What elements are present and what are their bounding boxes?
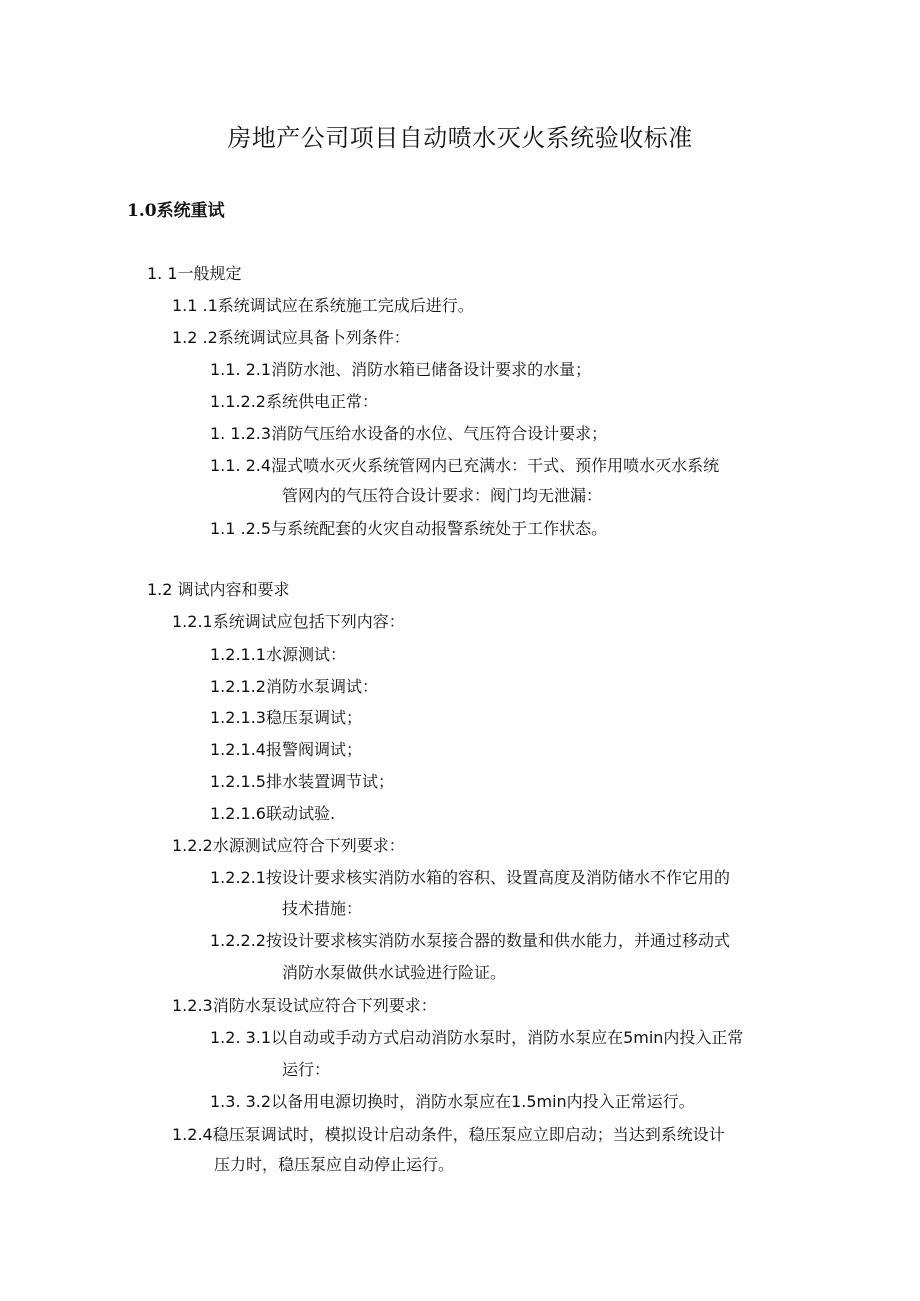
clause-line: 1.2.1.2消防水泵调试： (210, 677, 378, 696)
clause-line: 1.2.1.3稳压泵调试； (210, 708, 362, 727)
clause-line: 1.2.1系统调试应包括下列内容： (172, 612, 405, 631)
clause-line: 1.2.2.1按设计要求核实消防水箱的容积、设置高度及消防储水不作它用的 (210, 868, 730, 887)
clause-line: 1.2.1.1水源测试： (210, 645, 346, 664)
clause-line: 1.1 .2.5与系统配套的火灾自动报警系统处于工作状态。 (210, 519, 608, 538)
clause-line: 1.1 .1系统调试应在系统施工完成后进行。 (172, 296, 474, 315)
clause-line: 1.2.1.6联动试验. (210, 804, 336, 823)
clause-line: 1.1. 2.4湿式喷水灭火系统管网内已充满水：干式、预作用喷水灭水系统 (210, 456, 720, 475)
clause-line: 1.2. 3.1以自动或手动方式启动消防水泵时，消防水泵应在5min内投入正常 (210, 1028, 744, 1047)
clause-line-continuation: 压力时，稳压泵应自动停止运行。 (214, 1155, 455, 1174)
clause-line: 1.2.1.4报警阀调试； (210, 740, 362, 759)
clause-line: 1. 1.2.3消防气压给水设备的水位、气压符合设计要求； (210, 424, 608, 443)
clause-line-continuation: 技术措施： (282, 899, 363, 918)
clause-line: 1.3. 3.2以备用电源切换时，消防水泵应在1.5min内投入正常运行。 (210, 1092, 695, 1111)
clause-line: 1.2.2水源测试应符合下列要求： (172, 836, 405, 855)
clause-line-continuation: 管网内的气压符合设计要求：阀门均无泄漏： (282, 486, 603, 505)
clause-line: 1.2.4稳压泵调试时，模拟设计启动条件，稳压泵应立即启动；当达到系统设计 (172, 1125, 725, 1144)
clause-line-continuation: 运行： (282, 1060, 331, 1079)
clause-line: 1.2.1.5排水装置调节试； (210, 772, 394, 791)
clause-line-continuation: 消防水泵做供水试验进行险证。 (282, 963, 507, 982)
clause-line: 1. 1一般规定 (147, 264, 242, 283)
section-heading: 1.0系统重试 (127, 201, 225, 221)
clause-line: 1.2 调试内容和要求 (147, 580, 290, 599)
clause-line: 1.2.3消防水泵设试应符合下列要求： (172, 996, 437, 1015)
clause-line: 1.1. 2.1消防水池、消防水箱已储备设计要求的水量； (210, 360, 592, 379)
clause-line: 1.1.2.2系统供电正常： (210, 392, 378, 411)
clause-line: 1.2 .2系统调试应具备卜列条件： (172, 328, 410, 347)
clause-line: 1.2.2.2按设计要求核实消防水泵接合器的数量和供水能力，并通过移动式 (210, 931, 730, 950)
document-title: 房地产公司项目自动喷水灭火系统验收标准 (227, 124, 693, 152)
